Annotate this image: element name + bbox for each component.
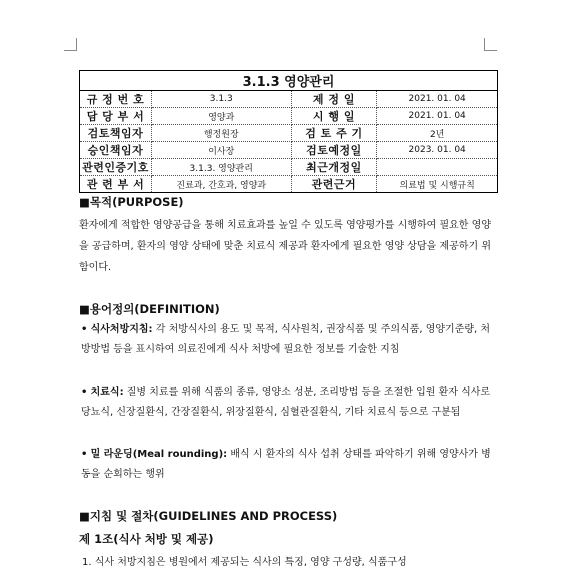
- value-effective-date: 2021. 01. 04: [377, 108, 498, 125]
- value-approver: 이사장: [151, 142, 291, 159]
- definition-item-diet-prescription: [81, 320, 491, 360]
- table-row: [80, 142, 498, 159]
- definition-item-meal-rounding: [81, 445, 491, 485]
- table-row: [80, 159, 498, 176]
- value-regulation-number: 3.1.3: [151, 91, 291, 108]
- label-last-revised: 최근개정일: [291, 159, 377, 176]
- label-enacted-date: 제 정 일: [291, 91, 377, 108]
- crop-mark-top-right: [484, 38, 497, 51]
- bullet-icon: •: [81, 387, 88, 398]
- table-row: [80, 108, 498, 125]
- crop-mark-top-left: [64, 38, 77, 51]
- definition-therapeutic-diet: 질병 치료를 위해 식품의 종류, 영양소 성분, 조리방법 등을 조절한 입원 환자 식사로 당뇨식, 신장질환식, 간장질환식, 위장질환식, 심혈관질환식, 기타 치료식 등으로 구분됨: [81, 387, 491, 418]
- label-reviewer: 검토책임자: [80, 125, 152, 142]
- table-row: [80, 125, 498, 142]
- value-last-revised: [377, 159, 498, 176]
- term-therapeutic-diet: 치료식:: [90, 387, 124, 398]
- definition-item-therapeutic-diet: [81, 383, 491, 423]
- guidelines-heading: ■지침 및 절차(GUIDELINES AND PROCESS): [79, 509, 338, 523]
- regulation-title: 3.1.3 영양관리: [80, 71, 498, 91]
- label-review-cycle: 검 토 주 기: [291, 125, 377, 142]
- value-legal-basis: 의료법 및 시행규칙: [377, 176, 498, 193]
- value-related-departments: 진료과, 간호과, 영양과: [151, 176, 291, 193]
- value-review-cycle: 2년: [377, 125, 498, 142]
- definition-diet-prescription: 각 처방식사의 용도 및 목적, 식사원칙, 권장식품 및 주의식품, 영양기준량, 처방방법 등을 표시하여 의료진에게 식사 처방에 필요한 정보를 기술한 지침: [81, 324, 491, 355]
- term-meal-rounding: 밀 라운딩(Meal rounding):: [90, 449, 228, 460]
- value-enacted-date: 2021. 01. 04: [377, 91, 498, 108]
- table-row: [80, 176, 498, 193]
- label-accreditation-code: 관련인증기호: [80, 159, 152, 176]
- label-legal-basis: 관련근거: [291, 176, 377, 193]
- purpose-heading: ■목적(PURPOSE): [79, 195, 184, 209]
- value-reviewer: 행정원장: [151, 125, 291, 142]
- table-title-row: [80, 71, 498, 91]
- purpose-paragraph: 환자에게 적합한 영양공급을 통해 치료효과를 높일 수 있도록 영양평가를 시행하여 필요한 영양을 공급하며, 환자의 영양 상태에 맞춘 치료식 제공과 환자에게 필요한 영양 상담을 제공하기 위함이다.: [79, 220, 491, 273]
- bullet-icon: •: [81, 324, 88, 335]
- guideline-line-1: 1. 식사 처방지침은 병원에서 제공되는 식사의 특징, 영양 구성량, 식품구성: [82, 557, 407, 568]
- article-1-heading: 제 1조(식사 처방 및 제공): [79, 532, 214, 546]
- definition-heading: ■용어정의(DEFINITION): [79, 302, 220, 316]
- regulation-info-table: [79, 70, 498, 193]
- label-related-departments: 관 련 부 서: [80, 176, 152, 193]
- label-regulation-number: 규 정 번 호: [80, 91, 152, 108]
- value-accreditation-code: 3.1.3. 영양관리: [151, 159, 291, 176]
- table-row: [80, 91, 498, 108]
- value-department: 영양과: [151, 108, 291, 125]
- label-next-review-date: 검토예정일: [291, 142, 377, 159]
- definition-meal-rounding: 배식 시 환자의 식사 섭취 상태를 파악하기 위해 영양사가 병동을 순회하는 행위: [81, 449, 491, 480]
- value-next-review-date: 2023. 01. 04: [377, 142, 498, 159]
- term-diet-prescription: 식사처방지침:: [90, 324, 153, 335]
- label-department: 담 당 부 서: [80, 108, 152, 125]
- label-effective-date: 시 행 일: [291, 108, 377, 125]
- label-approver: 승인책임자: [80, 142, 152, 159]
- bullet-icon: •: [81, 449, 88, 460]
